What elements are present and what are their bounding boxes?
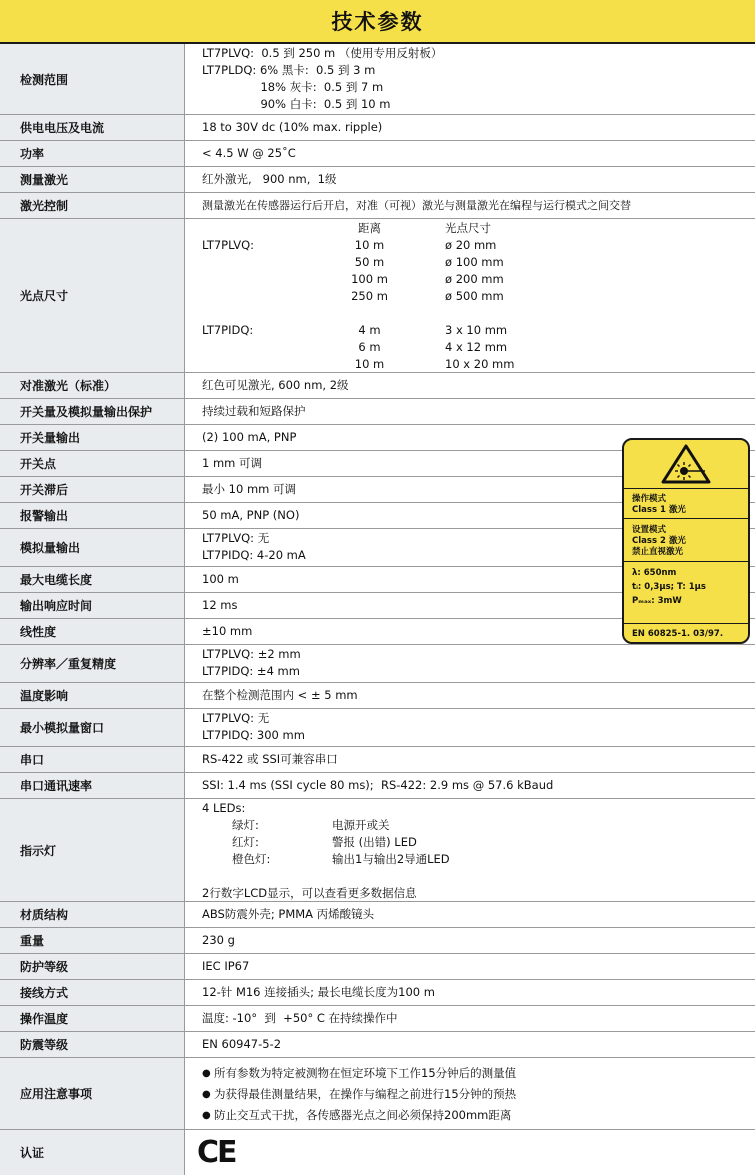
row-value: LT7PLVQ: 0.5 到 250 m （使用专用反射板） LT7PLDQ: 6% 黑卡: 0.5 到 3 m 18% 灰卡: 0.5 到 7 m 90% 白卡: 0.5 到 10 m bbox=[202, 46, 443, 111]
row-label: 检测范围 bbox=[0, 44, 185, 114]
page-title: 技术参数 bbox=[0, 0, 755, 44]
row-label: 防震等级 bbox=[0, 1032, 185, 1057]
row-value: 持续过载和短路保护 bbox=[202, 404, 306, 418]
row-label: 线性度 bbox=[0, 619, 185, 644]
table-row bbox=[0, 954, 755, 980]
table-row bbox=[0, 683, 755, 709]
row-label: 最大电缆长度 bbox=[0, 567, 185, 592]
table-row bbox=[0, 709, 755, 747]
row-value: 红外激光, 900 nm, 1级 bbox=[202, 172, 337, 186]
row-label: 串口 bbox=[0, 747, 185, 772]
row-label: 功率 bbox=[0, 141, 185, 166]
row-label: 模拟量输出 bbox=[0, 529, 185, 566]
laser-hazard-icon bbox=[660, 443, 712, 485]
table-row bbox=[0, 193, 755, 219]
row-value: 12 ms bbox=[202, 598, 238, 612]
row-label: 光点尺寸 bbox=[0, 219, 185, 372]
row-value: ±10 mm bbox=[202, 624, 253, 638]
row-value: ABS防震外壳; PMMA 丙烯酸镜头 bbox=[202, 907, 375, 921]
row-label: 应用注意事项 bbox=[0, 1058, 185, 1129]
table-row bbox=[0, 167, 755, 193]
row-value: < 4.5 W @ 25˚C bbox=[202, 146, 296, 160]
row-value: 50 mA, PNP (NO) bbox=[202, 508, 300, 522]
laser-warning-label: 操作模式 Class 1 激光 设置模式 Class 2 激光 禁止直视激光 λ: 650nm tᵢ: 0,3µs; T: 1µs Pₘₐₓ: 3mW EN 60825-1. 03/97. bbox=[622, 438, 750, 644]
list-item: ● 防止交互式干扰，各传感器光点之间必须保持200mm距离 bbox=[202, 1105, 755, 1126]
table-row bbox=[0, 773, 755, 799]
row-value: 1 mm 可调 bbox=[202, 456, 263, 470]
table-row bbox=[0, 1006, 755, 1032]
row-label: 分辨率／重复精度 bbox=[0, 645, 185, 682]
row-label: 重量 bbox=[0, 928, 185, 953]
row-value: 最小 10 mm 可调 bbox=[202, 482, 297, 496]
row-value: LT7PLVQ: 无 LT7PIDQ: 300 mm bbox=[202, 711, 305, 742]
list-item: ● 所有参数为特定被测物在恒定环境下工作15分钟后的测量值 bbox=[202, 1063, 755, 1084]
row-label: 输出响应时间 bbox=[0, 593, 185, 618]
row-value: LT7PLVQ: ±2 mm LT7PIDQ: ±4 mm bbox=[202, 647, 301, 678]
table-row bbox=[0, 219, 755, 373]
table-row bbox=[0, 902, 755, 928]
indicator-list: 4 LEDs: 绿灯: 电源开或关 红灯: 警报 (出错) LED 橙色灯: 输出1与输出2导通LED 2行数字LCD显示，可以查看更多数据信息 bbox=[202, 801, 450, 900]
row-label: 接线方式 bbox=[0, 980, 185, 1005]
table-row bbox=[0, 141, 755, 167]
row-value: 18 to 30V dc (10% max. ripple) bbox=[202, 120, 383, 134]
table-row bbox=[0, 645, 755, 683]
row-label: 温度影响 bbox=[0, 683, 185, 708]
row-label: 开关滞后 bbox=[0, 477, 185, 502]
bullet-icon: ● bbox=[202, 1068, 211, 1079]
row-label: 测量激光 bbox=[0, 167, 185, 192]
table-row bbox=[0, 1130, 755, 1175]
row-label: 供电电压及电流 bbox=[0, 115, 185, 140]
list-item: ● 为获得最佳测量结果，在操作与编程之前进行15分钟的预热 bbox=[202, 1084, 755, 1105]
row-value: (2) 100 mA, PNP bbox=[202, 430, 297, 444]
table-row bbox=[0, 928, 755, 954]
table-row bbox=[0, 373, 755, 399]
row-value: 测量激光在传感器运行后开启，对准（可视）激光与测量激光在编程与运行模式之间交替 bbox=[202, 199, 631, 212]
row-value: 温度: -10° 到 +50° C 在持续操作中 bbox=[202, 1011, 398, 1025]
row-value: 230 g bbox=[202, 933, 235, 947]
row-label: 开关量及模拟量输出保护 bbox=[0, 399, 185, 424]
table-row bbox=[0, 44, 755, 115]
row-label: 串口通讯速率 bbox=[0, 773, 185, 798]
notes-list bbox=[185, 1058, 755, 1129]
row-value: 12-针 M16 连接插头; 最长电缆长度为100 m bbox=[202, 985, 435, 999]
ce-mark-icon: CE bbox=[197, 1134, 236, 1170]
table-row bbox=[0, 399, 755, 425]
row-value: SSI: 1.4 ms (SSI cycle 80 ms); RS-422: 2.9 ms @ 57.6 kBaud bbox=[202, 778, 554, 792]
table-row bbox=[0, 1058, 755, 1130]
row-label: 防护等级 bbox=[0, 954, 185, 979]
row-value: 在整个检测范围内 < ± 5 mm bbox=[202, 688, 358, 702]
bullet-icon: ● bbox=[202, 1089, 211, 1100]
row-label: 操作温度 bbox=[0, 1006, 185, 1031]
table-row bbox=[0, 115, 755, 141]
row-label: 认证 bbox=[0, 1130, 185, 1175]
table-row bbox=[0, 1032, 755, 1058]
row-label: 指示灯 bbox=[0, 799, 185, 901]
row-value: RS-422 或 SSI可兼容串口 bbox=[202, 752, 338, 766]
spot-size-table: 距离 光点尺寸 LT7PLVQ: 10 m ø 20 mm 50 m ø 100 mm 100 m ø 200 mm 250 m ø 500 mm LT7PIDQ: 4 m 3 x 10 mm 6 m 4 x 12 mm 10 m 10 x 20 mm bbox=[202, 221, 515, 371]
bullet-icon: ● bbox=[202, 1110, 211, 1121]
row-value: IEC IP67 bbox=[202, 959, 250, 973]
row-label: 对准激光（标准） bbox=[0, 373, 185, 398]
row-value: LT7PLVQ: 无 LT7PIDQ: 4-20 mA bbox=[202, 531, 306, 562]
row-label: 报警输出 bbox=[0, 503, 185, 528]
row-label: 激光控制 bbox=[0, 193, 185, 218]
table-row bbox=[0, 799, 755, 902]
row-value: 100 m bbox=[202, 572, 239, 586]
row-value: EN 60947-5-2 bbox=[202, 1037, 282, 1051]
row-value: 红色可见激光, 600 nm, 2级 bbox=[202, 378, 349, 392]
row-label: 材质结构 bbox=[0, 902, 185, 927]
row-label: 最小模拟量窗口 bbox=[0, 709, 185, 746]
row-label: 开关点 bbox=[0, 451, 185, 476]
row-label: 开关量输出 bbox=[0, 425, 185, 450]
table-row bbox=[0, 980, 755, 1006]
table-row bbox=[0, 747, 755, 773]
